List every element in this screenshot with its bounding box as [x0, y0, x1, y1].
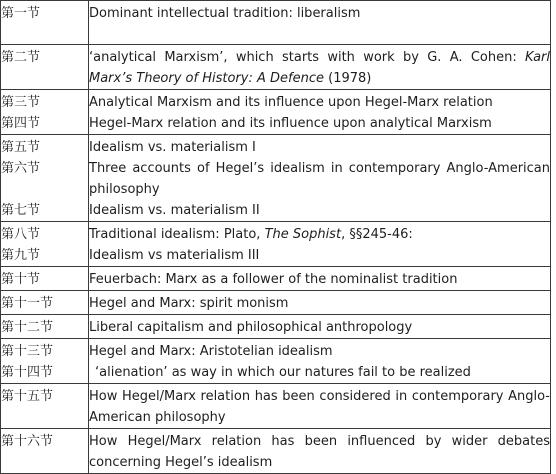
- section-label: 第二节: [1, 50, 41, 65]
- book-title: The Sophist: [264, 227, 342, 242]
- topic-text: Hegel-Marx relation and its influence upon analytical Marxism: [89, 116, 492, 131]
- table-row: [1, 222, 551, 267]
- section-label: 第七节: [1, 203, 41, 218]
- topic-text-part: ‘analytical Marxism’, which starts with work by G. A. Cohen:: [89, 50, 526, 65]
- section-label: 第十四节: [1, 365, 54, 380]
- section-label: 第四节: [1, 116, 41, 131]
- topic-cell: [89, 429, 551, 474]
- topic-cell: [89, 45, 551, 90]
- section-cell: [1, 45, 89, 90]
- section-cell: [1, 267, 89, 291]
- section-label: 第十三节: [1, 344, 54, 359]
- section-cell: [1, 339, 89, 384]
- topic-cell: [89, 267, 551, 291]
- topic-cell: [89, 222, 551, 267]
- book-title: Karl Marx’s Theory of History: A Defence: [89, 50, 550, 86]
- topic-cell: [89, 339, 551, 384]
- topic-text: Hegel and Marx: Aristotelian idealism: [89, 344, 333, 359]
- topic-text: Dominant intellectual tradition: liberalism: [89, 6, 361, 21]
- table-row: [1, 429, 551, 474]
- section-label: 第九节: [1, 248, 41, 263]
- topic-text: Feuerbach: Marx as a follower of the nominalist tradition: [89, 272, 458, 287]
- topic-text: Liberal capitalism and philosophical anthropology: [89, 320, 413, 335]
- table-row: [1, 339, 551, 384]
- section-cell: [1, 222, 89, 267]
- topic-text-part: (1978): [323, 71, 372, 86]
- topic-cell: [89, 1, 551, 45]
- table-row: [1, 315, 551, 339]
- section-label: 第三节: [1, 95, 41, 110]
- topic-cell: [89, 384, 551, 429]
- table-row: [1, 267, 551, 291]
- section-label: 第五节: [1, 140, 41, 155]
- topic-text: [89, 47, 550, 89]
- topic-text: How Hegel/Marx relation has been considered in contemporary Anglo-American philosophy: [89, 389, 550, 425]
- section-label: 第十五节: [1, 389, 54, 404]
- section-label: 第十六节: [1, 434, 54, 449]
- topic-text: Idealism vs materialism III: [89, 248, 260, 263]
- topic-text: Hegel and Marx: spirit monism: [89, 296, 289, 311]
- topic-text: ‘alienation’ as way in which our natures fail to be realized: [95, 365, 471, 380]
- topic-text: Idealism vs. materialism I: [89, 140, 256, 155]
- topic-cell: [89, 291, 551, 315]
- section-cell: [1, 315, 89, 339]
- table-row: [1, 135, 551, 222]
- topic-text: Idealism vs. materialism II: [89, 203, 260, 218]
- section-label: 第六节: [1, 161, 41, 176]
- section-cell: [1, 1, 89, 45]
- section-label: 第十一节: [1, 296, 54, 311]
- topic-text: Three accounts of Hegel’s idealism in contemporary Anglo-American philosophy: [89, 161, 550, 197]
- table-row: [1, 291, 551, 315]
- topic-text: Analytical Marxism and its influence upon Hegel-Marx relation: [89, 95, 493, 110]
- topic-text-part: , §§245-46:: [341, 227, 413, 242]
- section-label: 第一节: [1, 6, 41, 21]
- topic-cell: [89, 315, 551, 339]
- section-label: 第十节: [1, 272, 41, 287]
- table-row: [1, 384, 551, 429]
- section-cell: [1, 135, 89, 222]
- topic-text: How Hegel/Marx relation has been influenced by wider debates concerning Hegel’s idealism: [89, 434, 550, 470]
- topic-cell: [89, 135, 551, 222]
- table-row: [1, 1, 551, 45]
- section-cell: [1, 384, 89, 429]
- section-label: 第八节: [1, 227, 41, 242]
- topic-cell: [89, 90, 551, 135]
- table-row: [1, 45, 551, 90]
- section-label: 第十二节: [1, 320, 54, 335]
- topic-text-part: Traditional idealism: Plato,: [89, 227, 265, 242]
- topic-text: [89, 224, 550, 245]
- section-cell: [1, 429, 89, 474]
- section-cell: [1, 90, 89, 135]
- section-cell: [1, 291, 89, 315]
- table-row: [1, 90, 551, 135]
